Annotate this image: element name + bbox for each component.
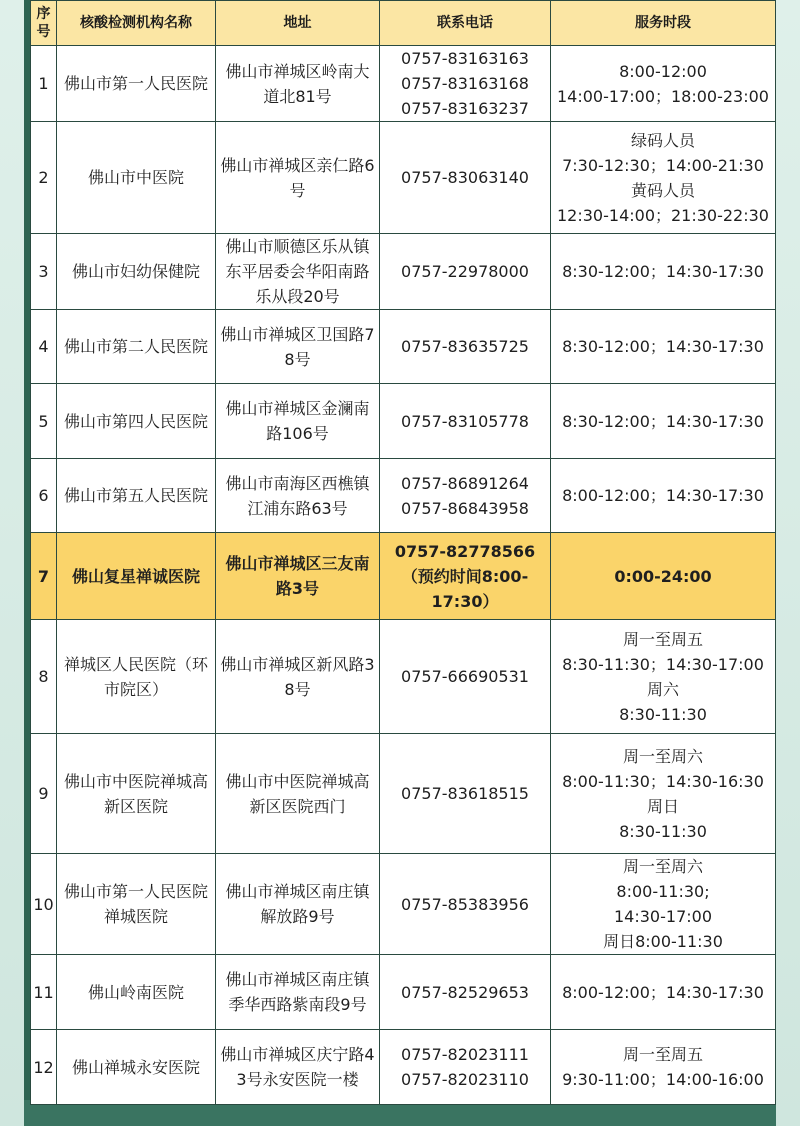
hours-line: 7:30-12:30；14:00-21:30 xyxy=(562,155,764,175)
row-index: 7 xyxy=(31,533,57,620)
site-hours xyxy=(551,234,776,310)
phone-line: 0757-82529653 xyxy=(401,982,529,1002)
site-name: 佛山市第二人民医院 xyxy=(57,310,216,384)
hours-line: 周一至周六 xyxy=(622,857,703,876)
site-address: 佛山市禅城区庆宁路43号永安医院一楼 xyxy=(216,1030,380,1105)
table-row xyxy=(31,122,776,234)
site-address: 佛山市禅城区南庄镇解放路9号 xyxy=(216,854,380,955)
hours-line: 周一至周五 xyxy=(622,1045,703,1064)
hours-line: 14:30-17:00 xyxy=(614,907,712,926)
row-index: 4 xyxy=(31,310,57,384)
site-address: 佛山市禅城区岭南大道北81号 xyxy=(216,46,380,122)
phone-line: 0757-86891264 xyxy=(401,473,529,493)
table-row xyxy=(31,1030,776,1105)
site-name: 佛山市第一人民医院 xyxy=(57,46,216,122)
table-row xyxy=(31,620,776,734)
hours-line: 9:30-11:00；14:00-16:00 xyxy=(562,1070,764,1089)
header-name: 核酸检测机构名称 xyxy=(57,1,216,46)
row-index: 5 xyxy=(31,384,57,459)
site-phone xyxy=(380,620,551,734)
header-address: 地址 xyxy=(216,1,380,46)
row-index: 6 xyxy=(31,459,57,533)
site-address: 佛山市禅城区新风路38号 xyxy=(216,620,380,734)
site-hours xyxy=(551,955,776,1030)
site-hours xyxy=(551,854,776,955)
site-hours xyxy=(551,46,776,122)
phone-line: 0757-83105778 xyxy=(401,411,529,431)
table-row xyxy=(31,234,776,310)
site-name: 佛山市第五人民医院 xyxy=(57,459,216,533)
phone-line: 0757-83618515 xyxy=(401,784,529,803)
hours-line: 8:30-11:30；14:30-17:00 xyxy=(562,654,764,674)
row-index: 3 xyxy=(31,234,57,310)
row-index: 9 xyxy=(31,734,57,854)
hours-line: 12:30-14:00；21:30-22:30 xyxy=(557,205,769,225)
site-name: 佛山复星禅诚医院 xyxy=(57,533,216,620)
phone-line: 0757-85383956 xyxy=(401,894,529,914)
site-name: 佛山市中医院 xyxy=(57,122,216,234)
site-name: 佛山禅城永安医院 xyxy=(57,1030,216,1105)
site-phone xyxy=(380,459,551,533)
hours-line: 8:00-11:30；14:30-16:30 xyxy=(562,771,764,791)
row-index: 10 xyxy=(31,854,57,955)
phone-line: 0757-82778566 xyxy=(394,541,536,561)
hours-line: 绿码人员 xyxy=(630,130,695,150)
site-address: 佛山市中医院禅城高新区医院西门 xyxy=(216,734,380,854)
hours-line: 周日8:00-11:30 xyxy=(603,932,723,951)
hours-line: 黄码人员 xyxy=(630,180,695,200)
hours-line: 14:00-17:00；18:00-23:00 xyxy=(557,86,769,106)
site-phone xyxy=(380,46,551,122)
table-row xyxy=(31,533,776,620)
site-phone xyxy=(380,955,551,1030)
table-row xyxy=(31,310,776,384)
hours-line: 8:30-12:00；14:30-17:30 xyxy=(562,337,764,356)
site-phone xyxy=(380,854,551,955)
row-index: 2 xyxy=(31,122,57,234)
site-name: 佛山市第一人民医院禅城医院 xyxy=(57,854,216,955)
hours-line: 8:30-12:00；14:30-17:30 xyxy=(562,411,764,431)
phone-line: （预约时间8:00- xyxy=(401,566,529,586)
site-phone xyxy=(380,1030,551,1105)
table-row xyxy=(31,384,776,459)
row-index: 11 xyxy=(31,955,57,1030)
site-name: 佛山市第四人民医院 xyxy=(57,384,216,459)
site-address: 佛山市顺德区乐从镇东平居委会华阳南路乐从段20号 xyxy=(216,234,380,310)
phone-line: 0757-66690531 xyxy=(401,667,529,686)
table-row xyxy=(31,854,776,955)
phone-line: 17:30） xyxy=(431,591,499,611)
table-header-row xyxy=(31,1,776,46)
site-hours xyxy=(551,734,776,854)
header-hours: 服务时段 xyxy=(551,1,776,46)
header-phone: 联系电话 xyxy=(380,1,551,46)
row-index: 8 xyxy=(31,620,57,734)
site-phone xyxy=(380,234,551,310)
hours-line: 8:00-12:00 xyxy=(619,61,707,81)
hours-line: 周日 xyxy=(646,796,679,816)
header-index: 序号 xyxy=(31,1,57,46)
site-phone xyxy=(380,122,551,234)
hours-line: 周一至周五 xyxy=(622,629,703,649)
hours-line: 0:00-24:00 xyxy=(614,566,712,586)
site-hours xyxy=(551,620,776,734)
site-phone xyxy=(380,310,551,384)
site-hours xyxy=(551,310,776,384)
phone-line: 0757-83063140 xyxy=(401,168,529,187)
phone-line: 0757-83635725 xyxy=(401,337,529,356)
hours-line: 8:30-11:30 xyxy=(619,821,707,841)
testing-sites-table xyxy=(30,0,776,1105)
site-hours xyxy=(551,533,776,620)
site-name: 禅城区人民医院（环市院区） xyxy=(57,620,216,734)
site-address: 佛山市禅城区卫国路78号 xyxy=(216,310,380,384)
site-name: 佛山市中医院禅城高新区医院 xyxy=(57,734,216,854)
site-hours xyxy=(551,459,776,533)
site-hours xyxy=(551,384,776,459)
table-row xyxy=(31,459,776,533)
phone-line: 0757-82023111 xyxy=(401,1045,529,1064)
page-background-right xyxy=(774,0,800,1126)
site-phone xyxy=(380,384,551,459)
table-row xyxy=(31,46,776,122)
phone-line: 0757-83163237 xyxy=(401,99,529,118)
hours-line: 8:30-11:30 xyxy=(619,704,707,724)
site-address: 佛山市禅城区南庄镇季华西路紫南段9号 xyxy=(216,955,380,1030)
phone-line: 0757-83163168 xyxy=(401,74,529,93)
hours-line: 8:00-11:30; xyxy=(616,882,710,901)
site-address: 佛山市禅城区亲仁路6号 xyxy=(216,122,380,234)
site-address: 佛山市禅城区金澜南路106号 xyxy=(216,384,380,459)
site-phone xyxy=(380,533,551,620)
table-row xyxy=(31,955,776,1030)
row-index: 1 xyxy=(31,46,57,122)
phone-line: 0757-86843958 xyxy=(401,498,529,518)
site-phone xyxy=(380,734,551,854)
hours-line: 周一至周六 xyxy=(622,746,703,766)
site-address: 佛山市禅城区三友南路3号 xyxy=(216,533,380,620)
site-name: 佛山岭南医院 xyxy=(57,955,216,1030)
site-hours xyxy=(551,122,776,234)
hours-line: 周六 xyxy=(646,679,679,699)
site-hours xyxy=(551,1030,776,1105)
table-body xyxy=(31,46,776,1105)
hours-line: 8:00-12:00；14:30-17:30 xyxy=(562,982,764,1002)
hours-line: 8:30-12:00；14:30-17:30 xyxy=(562,262,764,281)
hours-line: 8:00-12:00；14:30-17:30 xyxy=(562,486,764,505)
phone-line: 0757-82023110 xyxy=(401,1070,529,1089)
table-row xyxy=(31,734,776,854)
site-address: 佛山市南海区西樵镇江浦东路63号 xyxy=(216,459,380,533)
phone-line: 0757-22978000 xyxy=(401,262,529,281)
phone-line: 0757-83163163 xyxy=(401,49,529,68)
row-index: 12 xyxy=(31,1030,57,1105)
site-name: 佛山市妇幼保健院 xyxy=(57,234,216,310)
